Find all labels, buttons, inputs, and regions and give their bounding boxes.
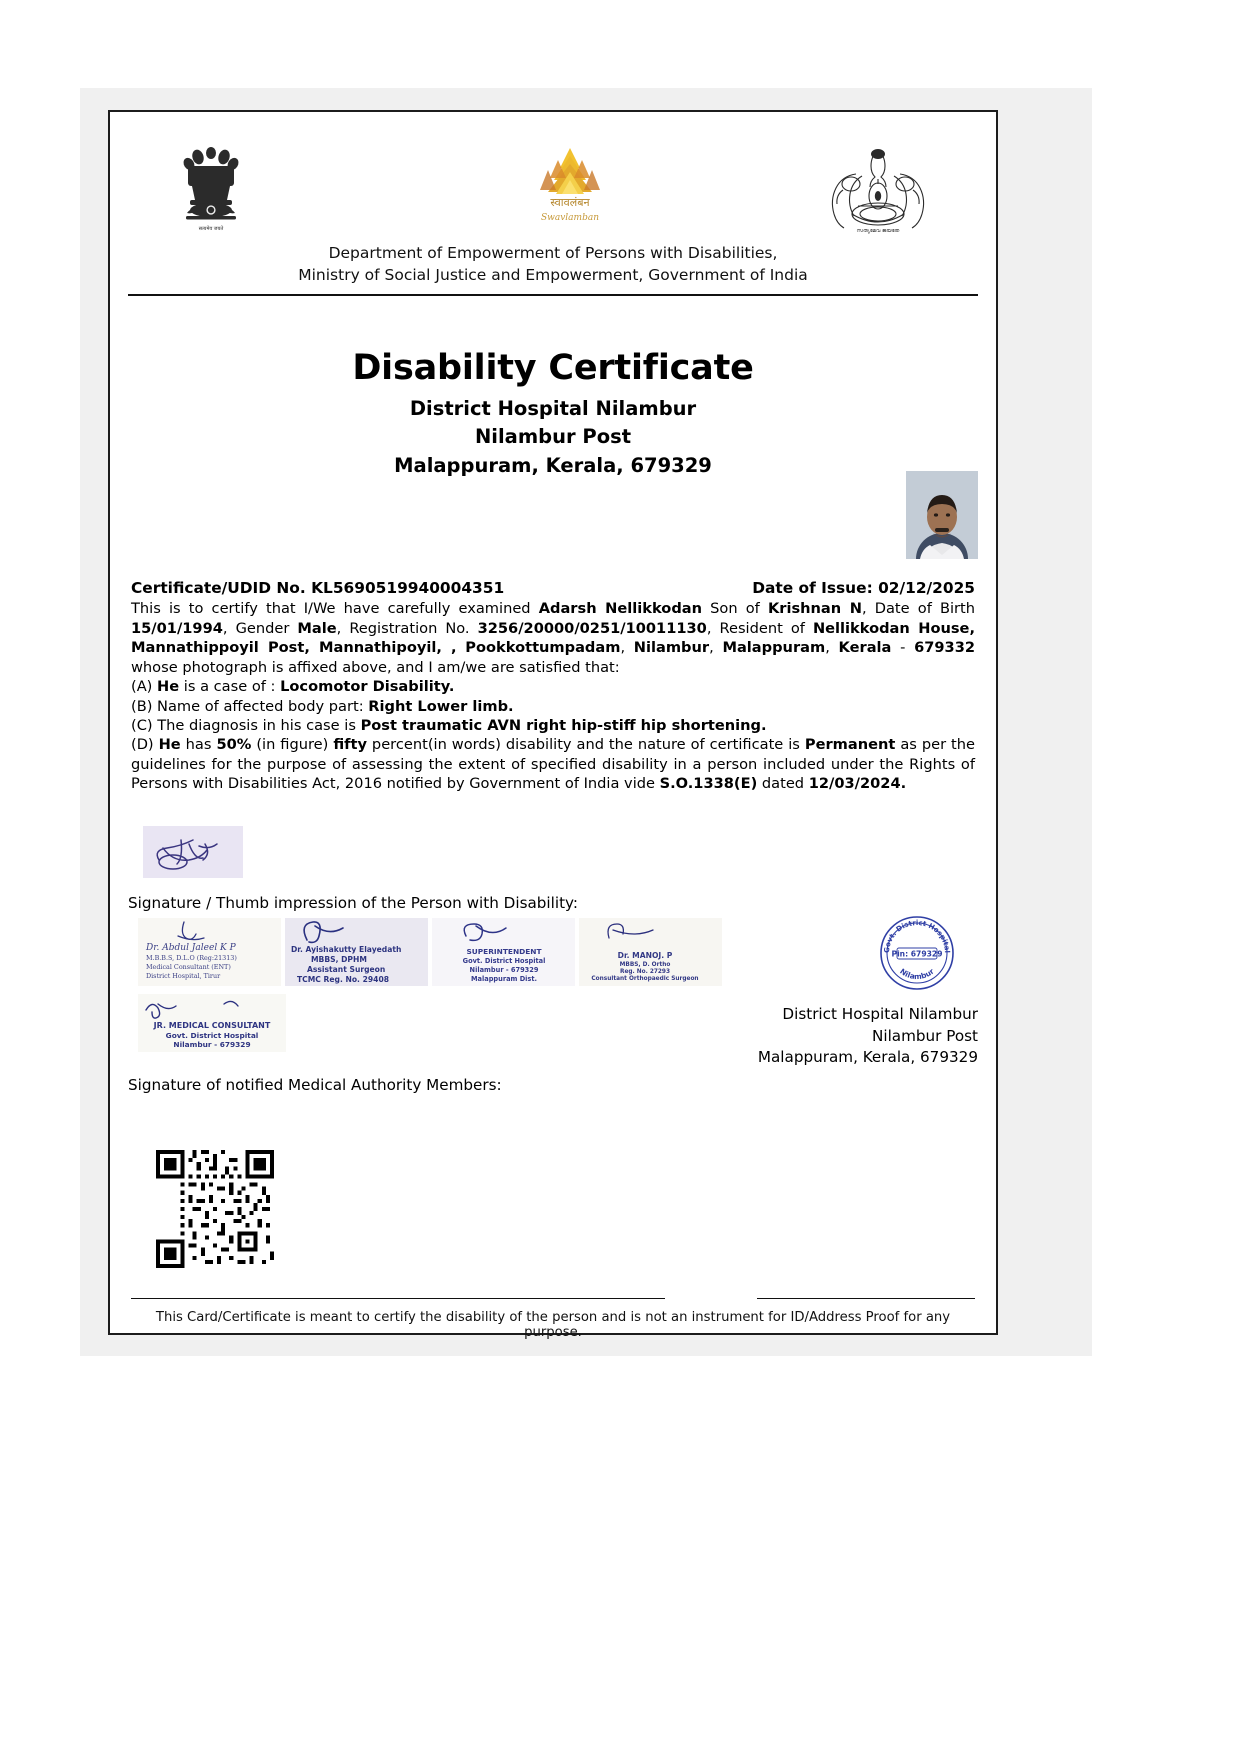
sig4-line1: Dr. MANOJ. P [617, 951, 673, 960]
clause-d-text-2: (in figure) [251, 736, 334, 754]
sig2-line4: TCMC Reg. No. 29408 [297, 975, 390, 984]
sig5-line1: JR. MEDICAL CONSULTANT [153, 1021, 271, 1030]
sig3-line1: SUPERINTENDENT [466, 947, 542, 956]
clause-a [131, 677, 975, 696]
registration-label: , Registration No. [336, 619, 478, 637]
sig3-line2: Govt. District Hospital [462, 957, 546, 965]
sig4-line3: Reg. No. 27293 [620, 969, 670, 975]
medical-authority-signature-1 [138, 918, 281, 986]
father-name: Krishnan N [767, 600, 862, 618]
person-name: Adarsh Nellikkodan [538, 600, 703, 618]
clause-b [131, 697, 975, 716]
swavlamban-logo-icon [528, 144, 612, 230]
photo-clause: whose photograph is affixed above, and I am/we are satisfied that: [131, 658, 620, 676]
department-heading [128, 242, 978, 287]
certificate-inner [128, 126, 978, 1340]
india-state-emblem-icon [176, 144, 246, 236]
certify-intro: This is to certify that I/We have carefully examined [131, 600, 539, 618]
person-with-disability-signature-image [143, 826, 243, 878]
disability-percent-figure: 50% [216, 736, 252, 754]
address-sep-1: , [620, 639, 634, 657]
title-district: Malappuram, Kerala, 679329 [394, 453, 712, 477]
address-pincode: 679332 [914, 639, 976, 657]
address-village: Pookkottumpadam [465, 639, 621, 657]
address-sep-3: , [825, 639, 839, 657]
disability-percent-words: fifty [333, 736, 367, 754]
son-of-label: Son of [702, 600, 768, 618]
applicant-photograph [906, 471, 978, 559]
clause-b-key: (B) [131, 697, 158, 715]
india-emblem-motto: सत्यमेव जयते [198, 226, 224, 232]
clause-b-text: Name of affected body part: [157, 697, 369, 715]
clause-c-key: (C) [131, 716, 158, 734]
sig5-line3: Nilambur - 679329 [173, 1040, 251, 1049]
clause-a-key: (A) [131, 678, 158, 696]
clause-c-value: Post traumatic AVN right hip-stiff hip shortening. [360, 716, 767, 734]
sig4-line2: MBBS, D. Ortho [619, 962, 671, 968]
kerala-state-emblem-icon [818, 144, 938, 236]
sig1-line2: M.B.B.S, D.L.O (Reg:21313) [146, 954, 237, 962]
date-of-birth: 15/01/1994 [131, 619, 223, 637]
clause-b-value: Right Lower limb. [368, 697, 514, 715]
certificate-nature: Permanent [804, 736, 896, 754]
clause-d-text-1: has [180, 736, 217, 754]
medical-authority-signature-5 [138, 994, 286, 1052]
udid-number: Certificate/UDID No. KL5690519940004351 [131, 579, 505, 597]
certificate-card [108, 110, 998, 1340]
sig1-line3: Medical Consultant (ENT) [146, 963, 231, 971]
clause-d-text-3: percent(in words) disability and the nature of certificate is [366, 736, 805, 754]
sig4-line4: Consultant Orthopaedic Surgeon [591, 976, 699, 982]
sig2-line1: Dr. Ayishakutty Elayedath [291, 945, 402, 954]
gender-value: Male [297, 619, 337, 637]
clause-d-text-4: as per the guidelines for the purpose of assessing the extent of specified disability in a person included under the Rights of Persons with Disabilities Act, 2016 notified by Government of India vide [131, 736, 975, 793]
sig3-line3: Nilambur - 679329 [469, 966, 539, 974]
clause-c [131, 716, 975, 735]
sig1-line4: District Hospital, Tirur [146, 972, 221, 980]
address-sep-4: - [891, 639, 915, 657]
issuer-line-3: Malappuram, Kerala, 679329 [757, 1048, 978, 1067]
certify-paragraph [131, 599, 975, 677]
sig1-line1: Dr. Abdul Jaleel K P [146, 943, 236, 953]
kerala-emblem-motto: സത്യമേവ ജയതേ [856, 228, 900, 234]
page-title: Disability Certificate [352, 348, 754, 388]
gazette-order-number: S.O.1338(E) [659, 775, 758, 793]
certificate-qr-code[interactable] [156, 1150, 274, 1268]
title-hospital: District Hospital Nilambur [409, 397, 697, 420]
footer-rule-right [757, 1298, 975, 1299]
footer-rules [131, 1298, 975, 1299]
seal-top-text: Govt. District Hospital [882, 918, 952, 954]
medical-authority-signature-strip [138, 918, 722, 986]
address-taluk: Nilambur [633, 639, 710, 657]
issuer-line-1: District Hospital Nilambur [782, 1005, 978, 1023]
medical-authority-label: Signature of notified Medical Authority Members: [128, 1076, 502, 1094]
address-line-main: Nellikkodan House, Mannathippoyil Post, Mannathipoyil, , [131, 619, 976, 657]
sig3-line4: Malappuram Dist. [470, 975, 538, 983]
issuer-line-2: Nilambur Post [871, 1026, 978, 1045]
footer-rule-left [131, 1298, 665, 1299]
medical-authority-signature-4 [579, 918, 722, 986]
gender-label: , Gender [222, 619, 298, 637]
address-state: Kerala [838, 639, 892, 657]
header-divider [128, 294, 978, 296]
clause-d-text-5: dated [757, 775, 809, 793]
address-sep-2: , [709, 639, 723, 657]
clause-a-value: Locomotor Disability. [280, 678, 455, 696]
title-post: Nilambur Post [474, 425, 632, 449]
issuer-address [758, 1004, 978, 1069]
department-line-1: Department of Empowerment of Persons with Disabilities, [328, 244, 778, 262]
date-of-issue: Date of Issue: 02/12/2025 [752, 579, 975, 597]
certificate-body [131, 578, 975, 794]
registration-number: 3256/20000/0251/10011130 [477, 619, 707, 637]
swavlamban-caption: स्वावलंबन [550, 196, 590, 209]
sig2-line3: Assistant Surgeon [307, 965, 386, 974]
clause-a-pronoun: He [157, 678, 180, 696]
department-line-2: Ministry of Social Justice and Empowerment, Government of India [298, 266, 808, 285]
clause-c-text: The diagnosis in his case is [157, 716, 361, 734]
resident-label: , Resident of [706, 619, 813, 637]
address-district: Malappuram [722, 639, 826, 657]
certificate-meta-row [131, 578, 975, 598]
pwd-signature-label: Signature / Thumb impression of the Person with Disability: [128, 894, 579, 912]
district-hospital-round-seal [878, 914, 956, 992]
svg-text:Nilambur [898, 967, 936, 982]
clause-a-text: is a case of : [179, 678, 281, 696]
medical-authority-signature-3 [432, 918, 575, 986]
title-block [128, 348, 978, 480]
clause-d-key: (D) [131, 736, 159, 754]
sig5-line2: Govt. District Hospital [165, 1031, 259, 1040]
clause-d-pronoun: He [158, 736, 181, 754]
clause-d [131, 735, 975, 793]
emblem-row [128, 126, 978, 285]
seal-center-text: Pin: 679329 [891, 949, 943, 959]
sig2-line2: MBBS, DPHM [311, 955, 367, 964]
medical-authority-signature-2 [285, 918, 428, 986]
footer-disclaimer: This Card/Certificate is meant to certify the disability of the person and is not an instrument for ID/Address Proof for any purpose. [155, 1310, 951, 1340]
seal-bottom-text: Nilambur [898, 966, 936, 982]
gazette-order-date: 12/03/2024. [808, 775, 907, 793]
dob-label: , Date of Birth [861, 600, 976, 618]
svg-text:Swavlamban: Swavlamban [540, 213, 600, 223]
